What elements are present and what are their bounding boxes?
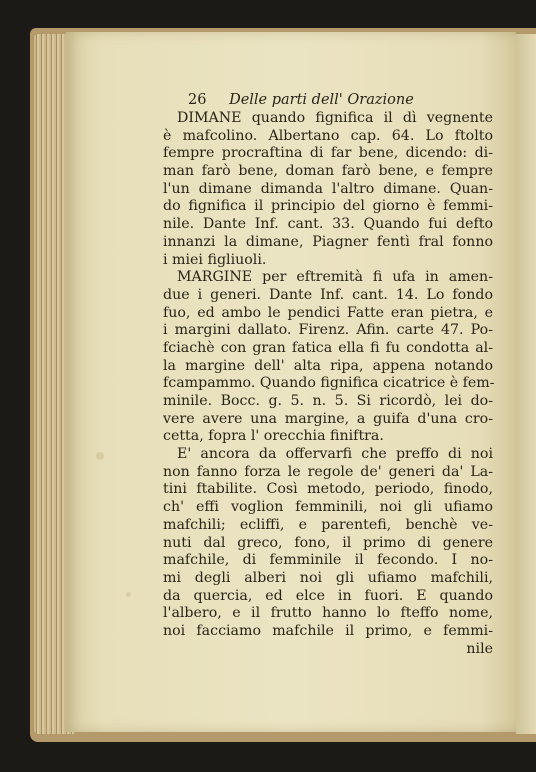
text-line: due i generi. Dante Inf. cant. 14. Lo fondo [163,286,493,303]
text-line: fuo, ed ambo le pendici Fatte eran pietra, e [163,304,493,321]
text-line: DIMANE quando fignifica il dì vegnente [177,110,493,126]
text-line: fempre procraftina di far bene, dicendo: di- [163,145,493,162]
running-head-title: Delle parti dell' Orazione [229,92,414,108]
text-line: non fanno forza le regole de' generi da' La- [163,463,493,480]
text-line: E' ancora da offervarfi che preffo di noi [177,446,493,463]
text-line: mafchile, di femminile il fecondo. I no- [163,552,493,569]
text-line: vere avere una margine, a guifa d'una cro- [163,410,493,427]
text-line: do fignifica il principio del giorno è femmi- [163,198,493,215]
text-line: la margine dell' alta ripa, appena notando [163,357,493,374]
text-line: noi facciamo mafchile il primo, e femmi- [163,622,493,639]
text-line: MARGINE per eftremità fi ufa in amen- [177,269,493,286]
text-line: l'un dimane dimanda l'altro dimane. Quan- [163,180,493,197]
text-line: i margini dallato. Firenz. Afin. carte 47. Po- [163,322,493,339]
text-line: minile. Bocc. g. 5. n. 5. Si ricordò, lei do- [163,393,493,409]
text-line: da quercia, ed elce in fuori. E quando [163,587,493,604]
text-line: tini ftabilite. Così metodo, periodo, finodo, [163,481,493,498]
text-line: fciachè con gran fatica ella fi fu condotta al- [163,339,493,356]
next-page-edge [516,34,536,734]
page-text [163,110,493,658]
text-line: man farò bene, doman farò bene, e fempre [163,163,493,180]
text-line: ch' effi voglion femminili, noi gli ufiamo [163,499,493,516]
text-line: l'albero, e il frutto hanno lo fteffo nome, [163,605,493,622]
text-line: mafchili; ecliffi, e parentefi, benchè ve- [163,516,493,533]
text-line: innanzi la dimane, Piagner fentì fral fonno [163,233,493,250]
text-line: è mafcolino. Albertano cap. 64. Lo ftolto [163,127,493,144]
text-line: nuti dal greco, fono, il primo di genere [163,534,493,551]
running-head [188,92,488,108]
text-line: mi degli alberi noi gli ufiamo mafchili, [163,569,493,586]
page-number: 26 [188,92,207,108]
text-line: nile. Dante Inf. cant. 33. Quando fui defto [163,216,493,233]
text-line: cetta, fopra l' orecchia finiftra. [163,428,384,445]
text-line: i miei figliuoli. [163,251,267,268]
text-line: fcampammo. Quando fignifica cicatrice è fem- [163,375,495,392]
text-line: nile [466,640,493,657]
